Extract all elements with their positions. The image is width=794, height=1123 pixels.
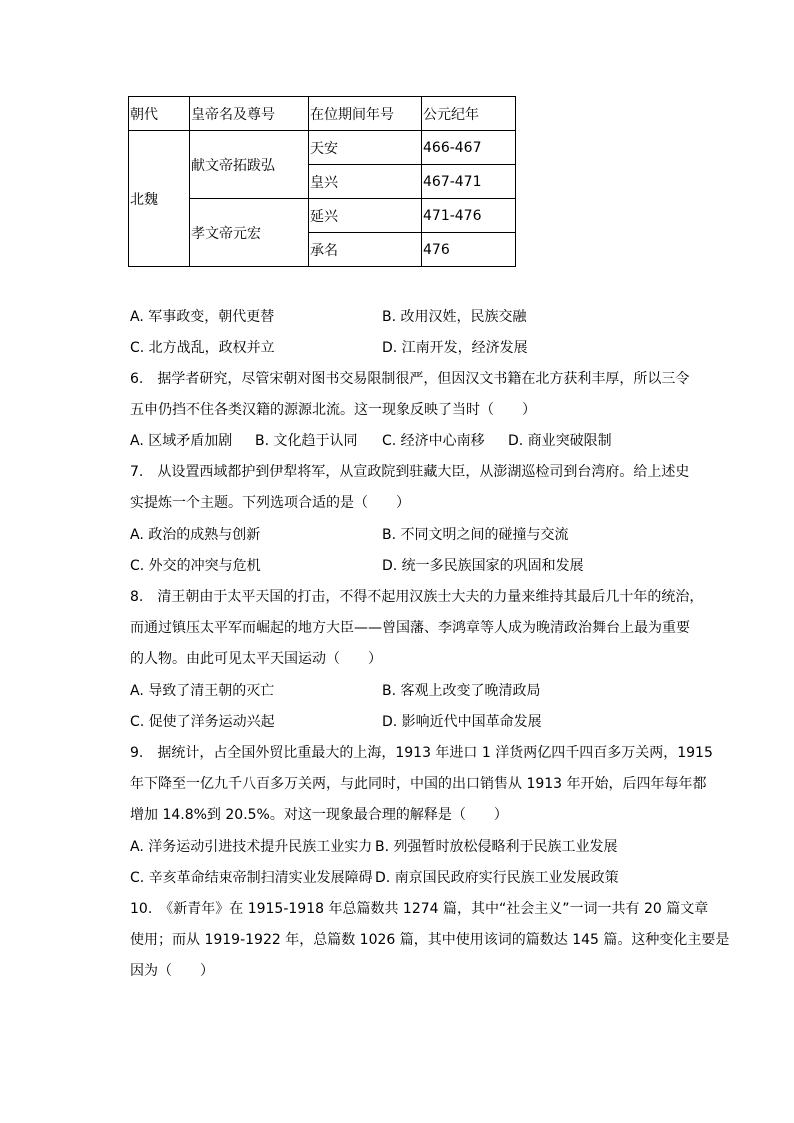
q9-stem-line: 年下降至一亿九千八百多万关两，与此同时，中国的出口销售从 1913 年开始，后四年每年都 [130, 776, 707, 792]
era-cell: 皇兴 [309, 165, 422, 199]
q7-stem-line: 7. 从设置西域都护到伊犁将军，从宣政院到驻藏大臣，从澎湖巡检司到台湾府。给上述史 [130, 464, 690, 480]
q7-option-b: B. 不同文明之间的碰撞与交流 [382, 527, 569, 543]
q5-option-b: B. 改用汉姓，民族交融 [382, 309, 527, 325]
era-cell: 延兴 [309, 199, 422, 233]
q10-stem-line: 因为（ ） [130, 963, 214, 979]
table-header-row [129, 97, 516, 131]
table-row [129, 131, 516, 165]
q6-option-a: A. 区域矛盾加剧 [130, 433, 233, 449]
q7-stem-line: 实提炼一个主题。下列选项合适的是（ ） [130, 495, 410, 511]
q9-option-a: A. 洋务运动引进技术提升民族工业实力 [130, 839, 373, 855]
q8-stem-line: 8. 清王朝由于太平天国的打击，不得不起用汉族士大夫的力量来维持其最后几十年的统治， [130, 589, 704, 605]
q5-option-d: D. 江南开发，经济发展 [382, 340, 528, 356]
q5-option-c: C. 北方战乱，政权并立 [130, 340, 275, 356]
q6-option-d: D. 商业突破限制 [508, 433, 612, 449]
q8-option-d: D. 影响近代中国革命发展 [382, 714, 542, 730]
q9-stem-line: 9. 据统计，占全国外贸比重最大的上海，1913 年进口 1 洋货两亿四千四百多万关两，1915 [130, 745, 713, 761]
era-cell: 天安 [309, 131, 422, 165]
q9-option-b: B. 列强暂时放松侵略利于民族工业发展 [375, 839, 618, 855]
q8-stem-line: 的人物。由此可见太平天国运动（ ） [130, 651, 382, 667]
q6-option-c: C. 经济中心南移 [382, 433, 485, 449]
year-cell: 471-476 [422, 199, 516, 233]
emperor-cell: 孝文帝元宏 [190, 199, 309, 267]
year-cell: 467-471 [422, 165, 516, 199]
q10-stem-line: 10. 《新青年》在 1915-1918 年总篇数共 1274 篇，其中“社会主义”一词一共有 20 篇文章 [130, 901, 709, 917]
table-header-cell: 朝代 [129, 97, 190, 131]
q6-stem-line: 五申仍挡不住各类汉籍的源源北流。这一现象反映了当时（ ） [130, 402, 536, 418]
emperor-cell: 献文帝拓跋弘 [190, 131, 309, 199]
table-header-cell: 在位期间年号 [309, 97, 422, 131]
q8-option-b: B. 客观上改变了晚清政局 [382, 683, 541, 699]
table-header-cell: 皇帝名及尊号 [190, 97, 309, 131]
dynasty-table [128, 96, 516, 267]
year-cell: 476 [422, 233, 516, 267]
q7-option-c: C. 外交的冲突与危机 [130, 558, 261, 574]
q9-stem-line: 增加 14.8%到 20.5%。对这一现象最合理的解释是（ ） [130, 807, 508, 823]
q6-stem-line: 6. 据学者研究，尽管宋朝对图书交易限制很严，但因汉文书籍在北方获利丰厚，所以三令 [130, 371, 690, 387]
q7-option-d: D. 统一多民族国家的巩固和发展 [382, 558, 584, 574]
q8-option-c: C. 促使了洋务运动兴起 [130, 714, 275, 730]
dynasty-cell: 北魏 [129, 131, 190, 267]
q9-option-d: D. 南京国民政府实行民族工业发展政策 [375, 870, 619, 886]
q8-option-a: A. 导致了清王朝的灭亡 [130, 683, 275, 699]
table-header-cell: 公元纪年 [422, 97, 516, 131]
q6-option-b: B. 文化趋于认同 [255, 433, 358, 449]
q9-option-c: C. 辛亥革命结束帝制扫清实业发展障碍 [130, 870, 373, 886]
q10-stem-line: 使用；而从 1919-1922 年，总篇数 1026 篇，其中使用该词的篇数达 145 篇。这种变化主要是 [130, 932, 730, 948]
q7-option-a: A. 政治的成熟与创新 [130, 527, 261, 543]
year-cell: 466-467 [422, 131, 516, 165]
q5-option-a: A. 军事政变，朝代更替 [130, 309, 275, 325]
q8-stem-line: 而通过镇压太平军而崛起的地方大臣——曾国藩、李鸿章等人成为晚清政治舞台上最为重要 [130, 620, 690, 636]
era-cell: 承名 [309, 233, 422, 267]
